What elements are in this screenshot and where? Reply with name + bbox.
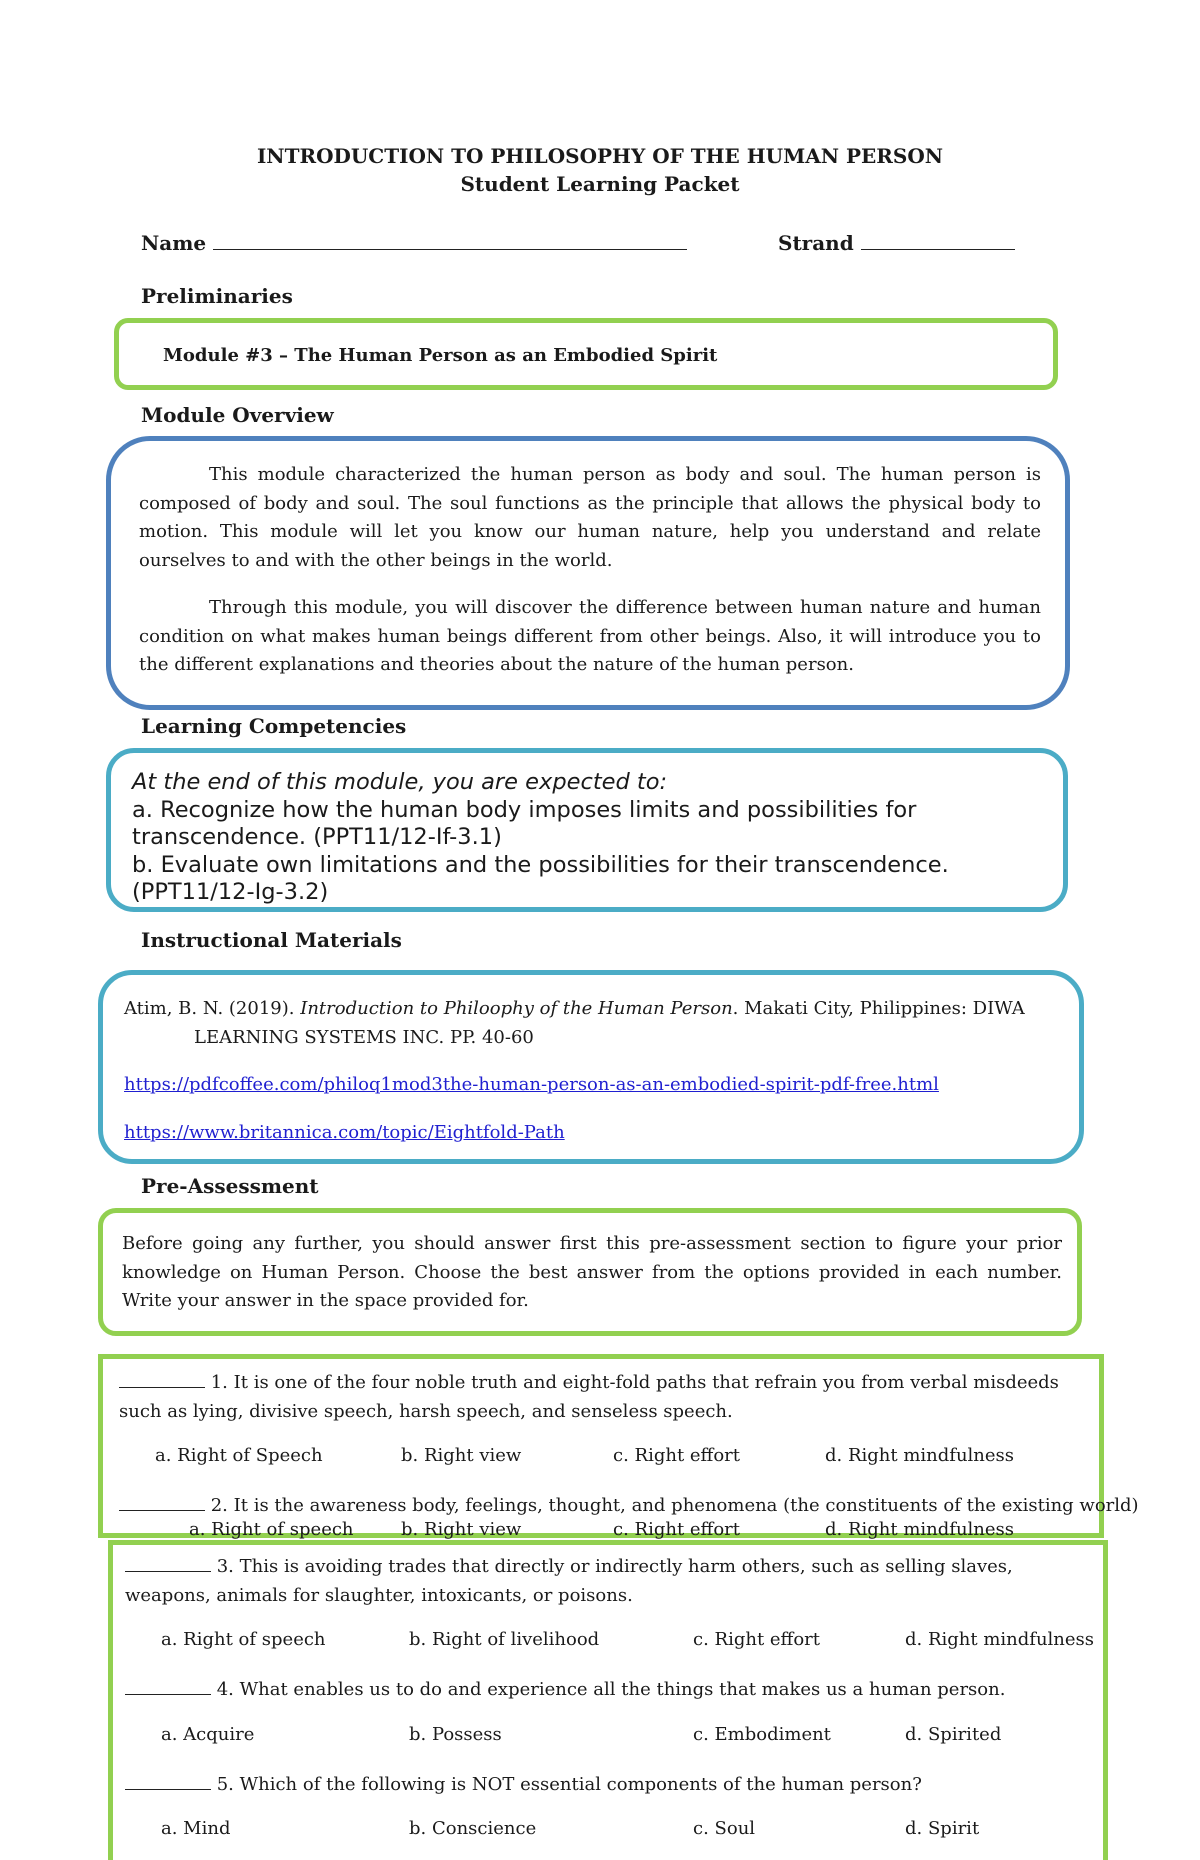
module-title: Module #3 – The Human Person as an Embodied Spirit xyxy=(163,345,718,366)
preliminaries-heading: Preliminaries xyxy=(141,284,293,308)
document-subtitle: Student Learning Packet xyxy=(460,172,740,196)
answer-blank[interactable] xyxy=(125,1789,211,1790)
questions-box-1 xyxy=(98,1354,1139,1540)
option: c. Embodiment xyxy=(693,1723,831,1745)
answer-blank[interactable] xyxy=(119,1510,205,1511)
citation-title: Introduction to Philoophy of the Human Person xyxy=(300,998,733,1019)
pre-assessment-instructions: Before going any further, you should answer first this pre-assessment section to figure your prior knowledge on Human Person. Choose the best answer from the options provided in each number. Write your answer in the space provided for. xyxy=(122,1233,1062,1311)
overview-paragraph: Through this module, you will discover the difference between human nature and human condition on what makes human beings different from other beings. Also, it will introduce you to the different explanations and theories about the nature of the human person. xyxy=(139,597,1041,675)
reference-link[interactable]: https://www.britannica.com/topic/Eightfold-Path xyxy=(124,1121,565,1143)
competency-item: b. Evaluate own limitations and the possibilities for their transcendence. (PPT11/12-Ig-3.2) xyxy=(132,851,949,905)
answer-blank[interactable] xyxy=(125,1694,211,1695)
materials-box xyxy=(98,970,1084,1164)
option: a. Right of Speech xyxy=(155,1445,323,1466)
name-blank[interactable] xyxy=(213,249,687,250)
option: a. Right of speech xyxy=(189,1518,354,1540)
option: d. Spirit xyxy=(905,1818,980,1839)
questions-box-2 xyxy=(108,1540,1108,1860)
overview-paragraph: This module characterized the human person as body and soul. The human person is composed of body and soul. The soul functions as the principle that allows the physical body to motion. This module will let you know our human nature, help you understand and relate ourselves to and with the other beings in the world. xyxy=(139,464,1041,571)
pre-assessment-instructions-box xyxy=(98,1208,1082,1336)
option: b. Possess xyxy=(409,1723,502,1745)
citation-continued: LEARNING SYSTEMS INC. PP. 40-60 xyxy=(194,1026,534,1048)
option: b. Conscience xyxy=(409,1818,537,1839)
competency-item: a. Recognize how the human body imposes limits and possibilities for transcendence. (PPT11/12-If-3.1) xyxy=(132,796,917,850)
document-title: INTRODUCTION TO PHILOSOPHY OF THE HUMAN PERSON xyxy=(256,144,944,168)
competencies-box xyxy=(106,748,1068,912)
question-2: 2. It is the awareness body, feelings, thought, and phenomena (the constituents of the existing world) xyxy=(119,1492,1091,1521)
question-3-options xyxy=(125,1629,1101,1657)
strand-label: Strand xyxy=(778,231,854,255)
strand-blank[interactable] xyxy=(861,249,1015,250)
reference-link[interactable]: https://pdfcoffee.com/philoq1mod3the-human-person-as-an-embodied-spirit-pdf-free.html xyxy=(124,1074,939,1095)
question-4-options xyxy=(125,1724,1101,1752)
option: b. Right view xyxy=(401,1518,522,1540)
pre-assessment-heading: Pre-Assessment xyxy=(141,1174,319,1198)
question-4: 4. What enables us to do and experience all the things that makes us a human person. xyxy=(125,1676,1101,1705)
module-overview-heading: Module Overview xyxy=(141,403,334,427)
option: b. Right of livelihood xyxy=(409,1629,600,1650)
answer-blank[interactable] xyxy=(119,1387,205,1388)
name-field xyxy=(141,231,687,255)
question-5-options xyxy=(125,1818,1101,1846)
option: a. Acquire xyxy=(161,1723,255,1745)
question-5: 5. Which of the following is NOT essential components of the human person? xyxy=(125,1771,1101,1800)
answer-blank[interactable] xyxy=(125,1571,211,1572)
question-1: 1. It is one of the four noble truth and eight-fold paths that refrain you from verbal misdeeds such as lying, divisive speech, harsh speech, and senseless speech. xyxy=(119,1372,1059,1422)
option: c. Right effort xyxy=(693,1629,821,1650)
option: a. Mind xyxy=(161,1818,231,1839)
option: d. Right mindfulness xyxy=(825,1518,1015,1540)
option: d. Spirited xyxy=(905,1723,1002,1745)
name-label: Name xyxy=(141,231,207,255)
question-3: 3. This is avoiding trades that directly or indirectly harm others, such as selling slaves, weapons, animals for slaughter, intoxicants, or poisons. xyxy=(125,1556,1013,1606)
strand-field xyxy=(778,231,1015,255)
option: b. Right view xyxy=(401,1445,522,1466)
module-overview-box xyxy=(106,436,1070,710)
option: d. Right mindfulness xyxy=(905,1629,1095,1650)
option: d. Right mindfulness xyxy=(825,1445,1015,1466)
option: a. Right of speech xyxy=(161,1629,326,1650)
option: c. Soul xyxy=(693,1818,756,1839)
option: c. Right effort xyxy=(613,1445,741,1466)
option: c. Right effort xyxy=(613,1518,741,1540)
module-title-box xyxy=(114,318,1058,390)
instructional-materials-heading: Instructional Materials xyxy=(141,928,402,952)
learning-competencies-heading: Learning Competencies xyxy=(141,714,407,738)
citation: Atim, B. N. (2019). Introduction to Philoophy of the Human Person. Makati City, Philippines: DIWA xyxy=(124,998,1025,1019)
question-1-options xyxy=(119,1445,1091,1473)
competencies-intro: At the end of this module, you are expected to: xyxy=(132,769,668,795)
